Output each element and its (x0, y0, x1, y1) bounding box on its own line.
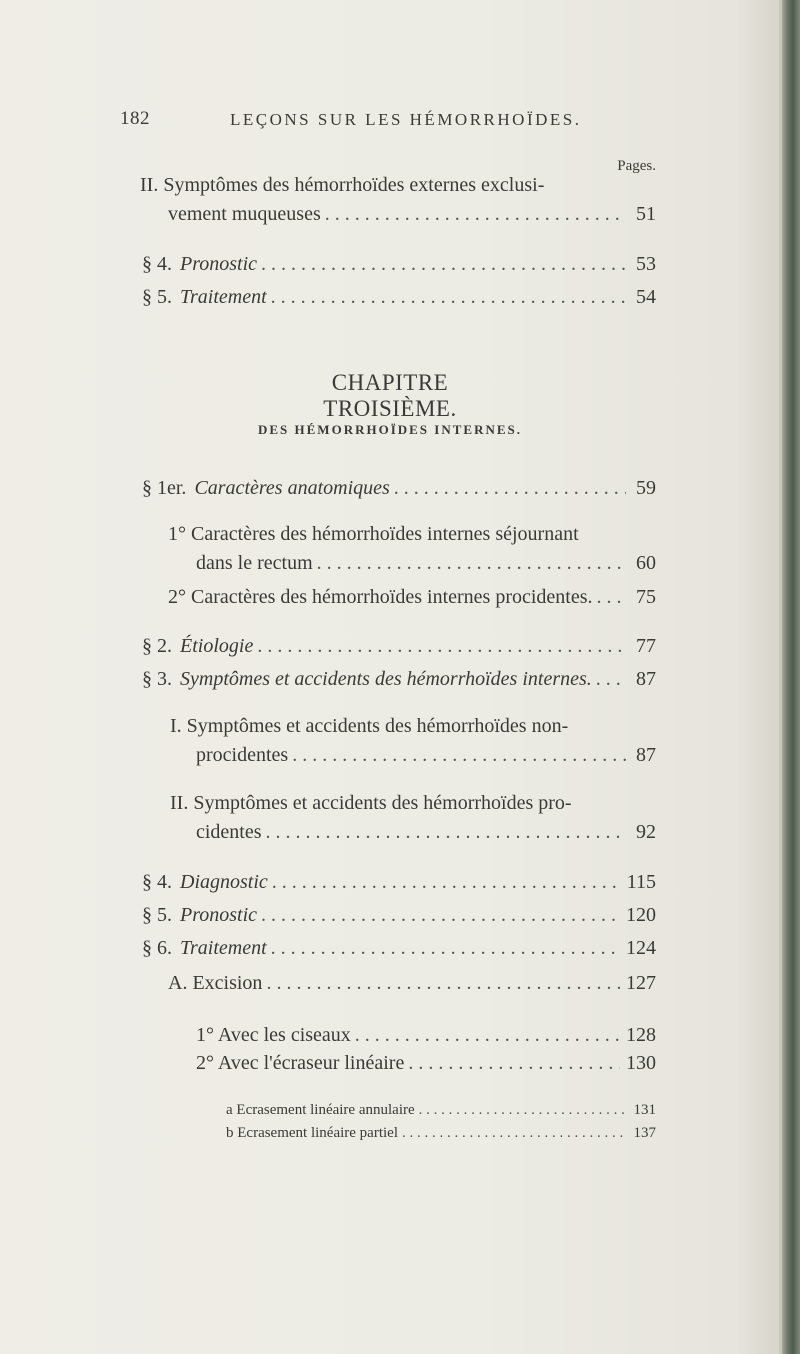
toc-entry (142, 632, 656, 660)
toc-text: Diagnostic (180, 871, 268, 893)
toc-entry-line1: 1° Caractères des hémorrhoïdes internes séjournant (168, 523, 579, 545)
leader-dots (257, 632, 626, 660)
toc-page: 87 (636, 744, 656, 766)
toc-entry (168, 583, 656, 611)
leader-dots (292, 741, 626, 769)
toc-page: 127 (626, 972, 656, 994)
section-mark: § 5. (142, 286, 172, 308)
toc-text: Étiologie (180, 635, 254, 657)
toc-entry (142, 474, 656, 502)
toc-page: 115 (626, 871, 656, 893)
toc-text: Symptômes et accidents des hémorrhoïdes internes. (180, 668, 592, 690)
leader-dots (419, 1099, 626, 1121)
toc-text: cidentes (196, 821, 262, 843)
toc-page: 92 (636, 821, 656, 843)
toc-text: a Ecrasement linéaire annulaire (226, 1102, 415, 1118)
leader-dots (266, 969, 620, 997)
toc-page: 87 (636, 668, 656, 690)
toc-text: b Ecrasement linéaire partiel (226, 1125, 398, 1141)
leader-dots (408, 1049, 620, 1077)
toc-entry (196, 549, 656, 577)
toc-text: Pronostic (180, 904, 258, 926)
toc-entry (142, 283, 656, 311)
toc-page: 59 (636, 477, 656, 499)
chapter-title: CHAPITRE TROISIÈME. (323, 370, 457, 421)
toc-entry (196, 741, 656, 769)
toc-entry-line1 (140, 171, 544, 199)
toc-page: 130 (626, 1052, 656, 1074)
leader-dots (317, 549, 626, 577)
toc-text: Traitement (180, 937, 267, 959)
toc-entry (196, 1021, 656, 1049)
toc-page: 60 (636, 552, 656, 574)
chapter-subtitle: DES HÉMORRHOÏDES INTERNES. (257, 422, 523, 437)
toc-text: A. Excision (168, 972, 263, 994)
leader-dots (325, 200, 626, 228)
toc-text: Symptômes des hémorrhoïdes externes exclusi- (163, 174, 545, 196)
toc-text: vement muqueuses (168, 203, 321, 225)
running-title: LEÇONS SUR LES HÉMORRHOÏDES. (230, 110, 582, 129)
leader-dots (261, 250, 626, 278)
toc-page: 124 (626, 937, 656, 959)
section-mark: § 3. (142, 668, 172, 690)
toc-text: 2° Caractères des hémorrhoïdes internes procidentes. (168, 586, 593, 608)
toc-entry (168, 200, 656, 228)
leader-dots (597, 583, 626, 611)
toc-entry (142, 665, 656, 693)
leader-dots (261, 901, 620, 929)
pages-column-label: Pages. (617, 158, 656, 174)
section-mark: § 2. (142, 635, 172, 657)
section-mark: § 6. (142, 937, 172, 959)
leader-dots (355, 1021, 620, 1049)
toc-text: procidentes (196, 744, 289, 766)
toc-page: 120 (626, 904, 656, 926)
leader-dots (402, 1122, 626, 1144)
leader-dots (271, 934, 620, 962)
section-mark: § 4. (142, 253, 172, 275)
leader-dots (271, 283, 626, 311)
toc-page: 131 (633, 1102, 656, 1118)
toc-text: 2° Avec l'écraseur linéaire (196, 1052, 405, 1074)
book-spine (782, 0, 800, 1354)
section-mark: § 4. (142, 871, 172, 893)
leader-dots (596, 665, 626, 693)
toc-text: Caractères anatomiques (194, 477, 390, 499)
toc-entry-line1: I. Symptômes et accidents des hémorrhoïdes non- (170, 715, 569, 737)
section-mark: § 5. (142, 904, 172, 926)
toc-text: dans le rectum (196, 552, 313, 574)
running-header (120, 108, 680, 138)
toc-page: 77 (636, 635, 656, 657)
toc-entry-line1: II. Symptômes et accidents des hémorrhoïdes pro- (170, 792, 572, 814)
toc-text: Pronostic (180, 253, 258, 275)
toc-text: Traitement (180, 286, 267, 308)
toc-entry (142, 901, 656, 929)
toc-entry (168, 969, 656, 997)
toc-page: 53 (636, 253, 656, 275)
toc-page: 128 (626, 1024, 656, 1046)
toc-entry (196, 1049, 656, 1077)
toc-entry (142, 868, 656, 896)
toc-entry (226, 1099, 656, 1121)
toc-text: 1° Avec les ciseaux (196, 1024, 351, 1046)
toc-entry (226, 1122, 656, 1144)
toc-entry (196, 818, 656, 846)
toc-page: 51 (636, 203, 656, 225)
toc-entry (142, 250, 656, 278)
page-number: 182 (120, 108, 150, 129)
section-mark: § 1er. (142, 477, 187, 499)
leader-dots (272, 868, 621, 896)
leader-dots (394, 474, 626, 502)
toc-entry (142, 934, 656, 962)
toc-lead: II. (140, 174, 159, 196)
toc-page: 75 (636, 586, 656, 608)
toc-page: 137 (633, 1125, 656, 1141)
toc-page: 54 (636, 286, 656, 308)
leader-dots (266, 818, 626, 846)
